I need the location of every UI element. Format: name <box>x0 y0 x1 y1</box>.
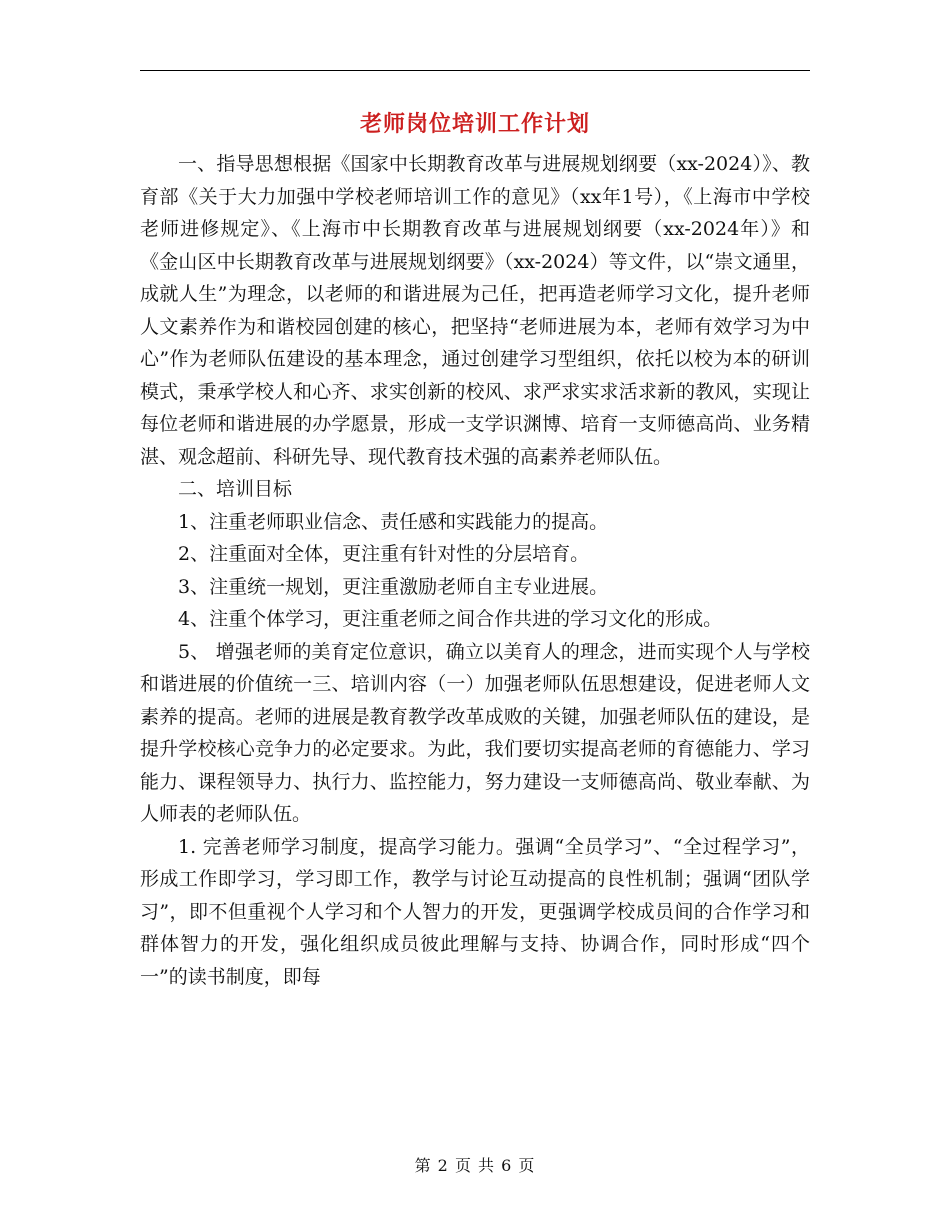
paragraph-goal-5-training-content: 5、 增强老师的美育定位意识，确立以美育人的理念，进而实现个人与学校和谐进展的价值统一三、培训内容（一）加强老师队伍思想建设，促进老师人文素养的提高。老师的进展是教育教学改革成败的关键，加强老师队伍的建设，是提升学校核心竞争力的必定要求。为此，我们要切实提高老师的育德能力、学习能力、课程领导力、执行力、监控能力，努力建设一支师德高尚、敬业奉献、为人师表的老师队伍。 <box>140 640 810 825</box>
paragraph-goal-4: 4、注重个体学习，更注重老师之间合作共进的学习文化的形成。 <box>178 608 723 630</box>
header-rule <box>140 70 810 71</box>
paragraph-training-goals-heading: 二、培训目标 <box>178 478 293 500</box>
document-body <box>140 104 810 993</box>
paragraph-learning-system: 1. 完善老师学习制度，提高学习能力。强调“全员学习”、“全过程学习”，形成工作即学习，学习即工作，教学与讨论互动提高的良性机制；强调“团队学习”，即不但重视个人学习和个人智力的开发，更强调学校成员间的合作学习和群体智力的开发，强化组织成员彼此理解与支持、协调合作，同时形成“四个一”的读书制度，即每 <box>140 835 810 988</box>
document-title: 老师岗位培训工作计划 <box>359 111 590 137</box>
paragraph-goal-1: 1、注重老师职业信念、责任感和实践能力的提高。 <box>178 510 609 533</box>
page-number-footer: 第 2 页 共 6 页 <box>414 1156 536 1175</box>
paragraph-goal-2: 2、注重面对全体，更注重有针对性的分层培育。 <box>178 543 590 565</box>
paragraph-guiding-ideology: 一、指导思想根据《国家中长期教育改革与进展规划纲要（xx-2024）》、教育部《关于大力加强中学校老师培训工作的意见》（xx年1号），《上海市中学校老师进修规定》、《上海市中长期教育改革与进展规划纲要（xx-2024年）》和《金山区中长期教育改革与进展规划纲要》（xx-2024）等文件，以“崇文通里，成就人生”为理念，以老师的和谐进展为己任，把再造老师学习文化，提升老师人文素养作为和谐校园创建的核心，把坚持“老师进展为本，老师有效学习为中心”作为老师队伍建设的基本理念，通过创建学习型组织，依托以校为本的研训模式，秉承学校人和心齐、求实创新的校风、求严求实求活求新的教风，实现让每位老师和谐进展的办学愿景，形成一支学识渊博、培育一支师德高尚、业务精湛、观念超前、科研先导、现代教育技术强的高素养老师队伍。 <box>140 153 810 468</box>
paragraph-goal-3: 3、注重统一规划，更注重激励老师自主专业进展。 <box>178 575 609 598</box>
